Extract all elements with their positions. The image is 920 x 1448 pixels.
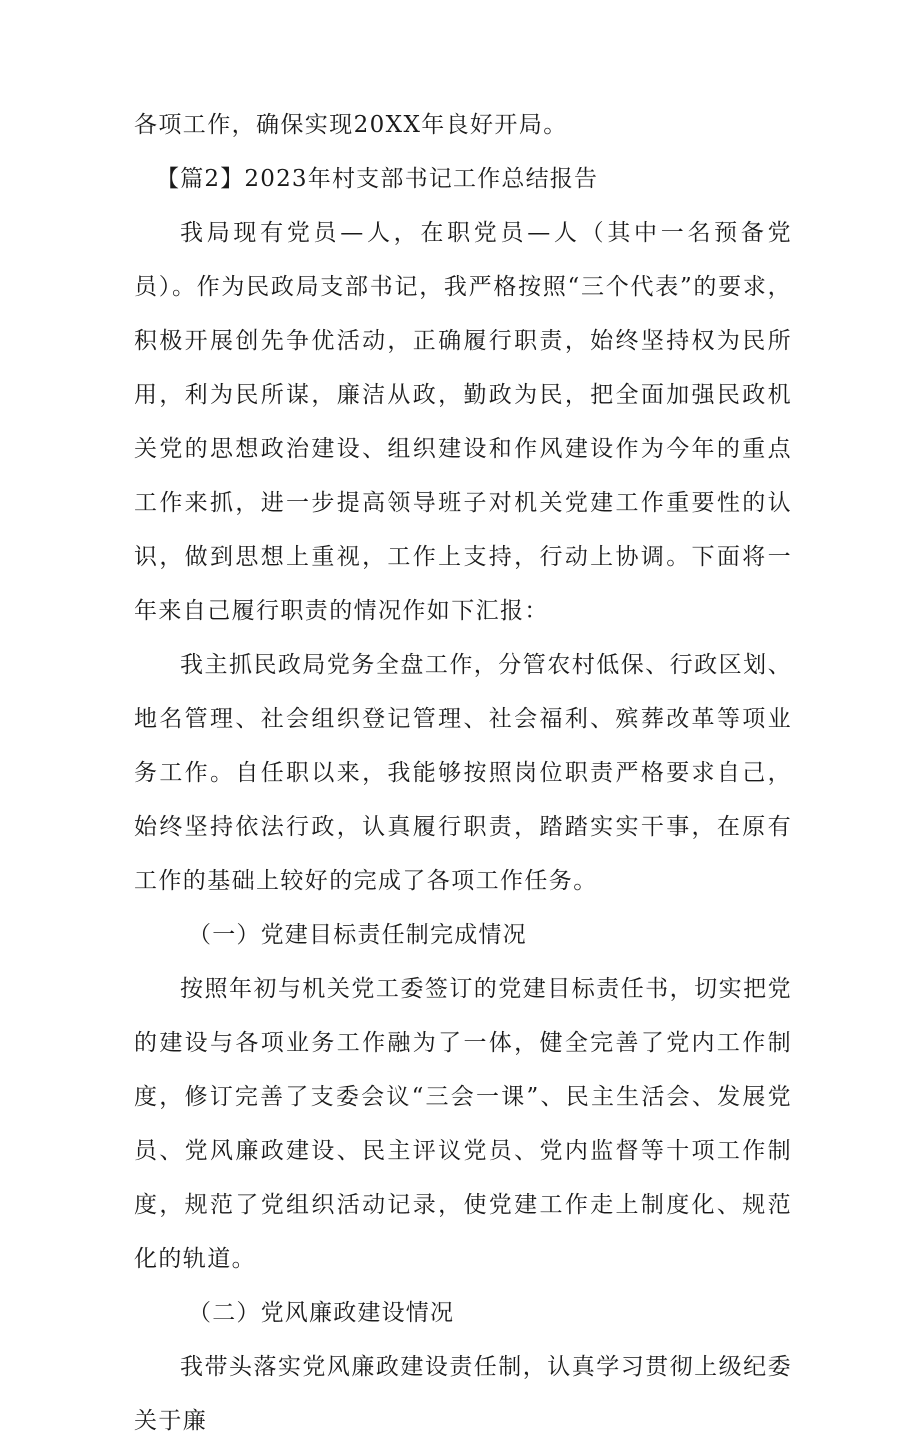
article-heading: 【篇2】2023年村支部书记工作总结报告: [156, 166, 599, 192]
section-1-title: （一）党建目标责任制完成情况: [188, 922, 527, 948]
paragraph-1: 我局现有党员—人，在职党员—人（其中一名预备党员）。作为民政局支部书记，我严格按照“三个代表”的要求，积极开展创先争优活动，正确履行职责，始终坚持权为民所用，利为民所谋，廉洁从政，勤政为民，把全面加强民政机关党的思想政治建设、组织建设和作风建设作为今年的重点工作来抓，进一步提高领导班子对机关党建工作重要性的认识，做到思想上重视，工作上支持，行动上协调。下面将一年来自己履行职责的情况作如下汇报：: [134, 220, 792, 624]
continuation-line: 各项工作，确保实现20XX年良好开局。: [134, 112, 568, 138]
section-1-body: 按照年初与机关党工委签订的党建目标责任书，切实把党的建设与各项业务工作融为了一体，健全完善了党内工作制度，修订完善了支委会议“三会一课”、民主生活会、发展党员、党风廉政建设、民主评议党员、党内监督等十项工作制度，规范了党组织活动记录，使党建工作走上制度化、规范化的轨道。: [134, 976, 792, 1272]
section-2-body: 我带头落实党风廉政建设责任制，认真学习贯彻上级纪委关于廉: [134, 1354, 792, 1434]
document-page: [134, 98, 792, 1448]
paragraph-2: 我主抓民政局党务全盘工作，分管农村低保、行政区划、地名管理、社会组织登记管理、社会福利、殡葬改革等项业务工作。自任职以来，我能够按照岗位职责严格要求自己，始终坚持依法行政，认真履行职责，踏踏实实干事，在原有工作的基础上较好的完成了各项工作任务。: [134, 652, 792, 894]
section-2-title: （二）党风廉政建设情况: [188, 1300, 455, 1326]
